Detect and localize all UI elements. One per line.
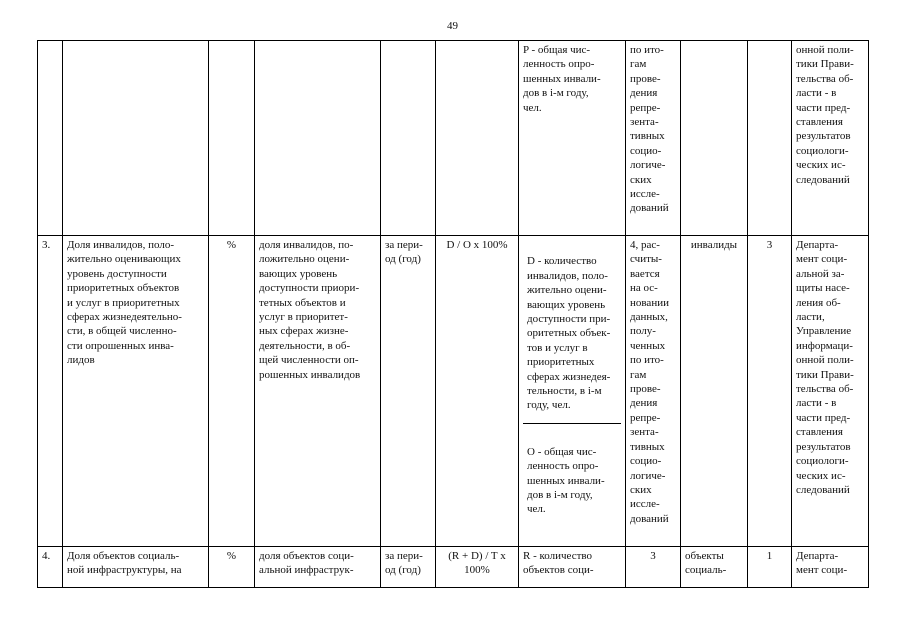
row-number: 3. [38,236,63,547]
indicator-definition: доля объектов соци- альной инфраструк- [255,547,381,588]
period [381,41,436,236]
code: 3 [748,236,792,547]
row-number: 4. [38,547,63,588]
table-row [38,236,869,547]
unit [209,41,255,236]
indicator-name: Доля инвалидов, поло- жительно оценивающих уровень доступности приоритетных объектов и услуг в приоритетных сферах жизнедеятельно- сти, в общей численно- сти опрошенных инва- лидов [63,236,209,547]
table-row [38,41,869,236]
responsible: онной поли- тики Прави- тельства об- ласти - в части пред- ставления результатов социологи- ческих ис- следований [792,41,869,236]
indicator-name: Доля объектов социаль- ной инфраструктуры, на [63,547,209,588]
population: объекты социаль- [681,547,748,588]
responsible: Департа- мент соци- альной за- щиты насе- ления об- ласти, Управление информаци- онной поли- тики Прави- тельства об- ласти - в части пред- ставления результатов социологи- ческих ис- следований [792,236,869,547]
calculation-method: 4, рас- считы- вается на ос- новании данных, полу- ченных по ито- гам прове- дения репре- зента- тивных социо- логиче- ских иссле- дований [626,236,681,547]
period: за пери- од (год) [381,236,436,547]
page-number: 49 [447,20,458,32]
code: 1 [748,547,792,588]
formula-components: R - количество объектов соци- [519,547,626,588]
formula: (R + D) / T x 100% [436,547,519,588]
formula [436,41,519,236]
formula-components [519,236,626,547]
population: инвалиды [681,236,748,547]
indicator-definition: доля инвалидов, по- ложительно оцени- вающих уровень доступности приори- тетных объектов и услуг в приоритет- ных сферах жизне- деятельности, в об- щей численности оп- рошенных инвалидов [255,236,381,547]
unit: % [209,547,255,588]
code [748,41,792,236]
row-number [38,41,63,236]
component-d: D - количество инвалидов, поло- жительно оцени- вающих уровень доступности при- оритетных объек- тов и услуг в приоритетных сферах жизнедея- тельности, в i-м году, чел. [523,252,621,424]
indicators-table [37,40,869,588]
unit: % [209,236,255,547]
population [681,41,748,236]
indicator-definition [255,41,381,236]
component-o: O - общая чис- ленность опро- шенных инвали- дов в i-м году, чел. [527,445,605,516]
formula: D / O x 100% [436,236,519,547]
calculation-method: 3 [626,547,681,588]
indicator-name [63,41,209,236]
table-row [38,547,869,588]
formula-components: P - общая чис- ленность опро- шенных инвали- дов в i-м году, чел. [519,41,626,236]
calculation-method: по ито- гам прове- дения репре- зента- тивных социо- логиче- ских иссле- дований [626,41,681,236]
responsible: Департа- мент соци- [792,547,869,588]
period: за пери- од (год) [381,547,436,588]
